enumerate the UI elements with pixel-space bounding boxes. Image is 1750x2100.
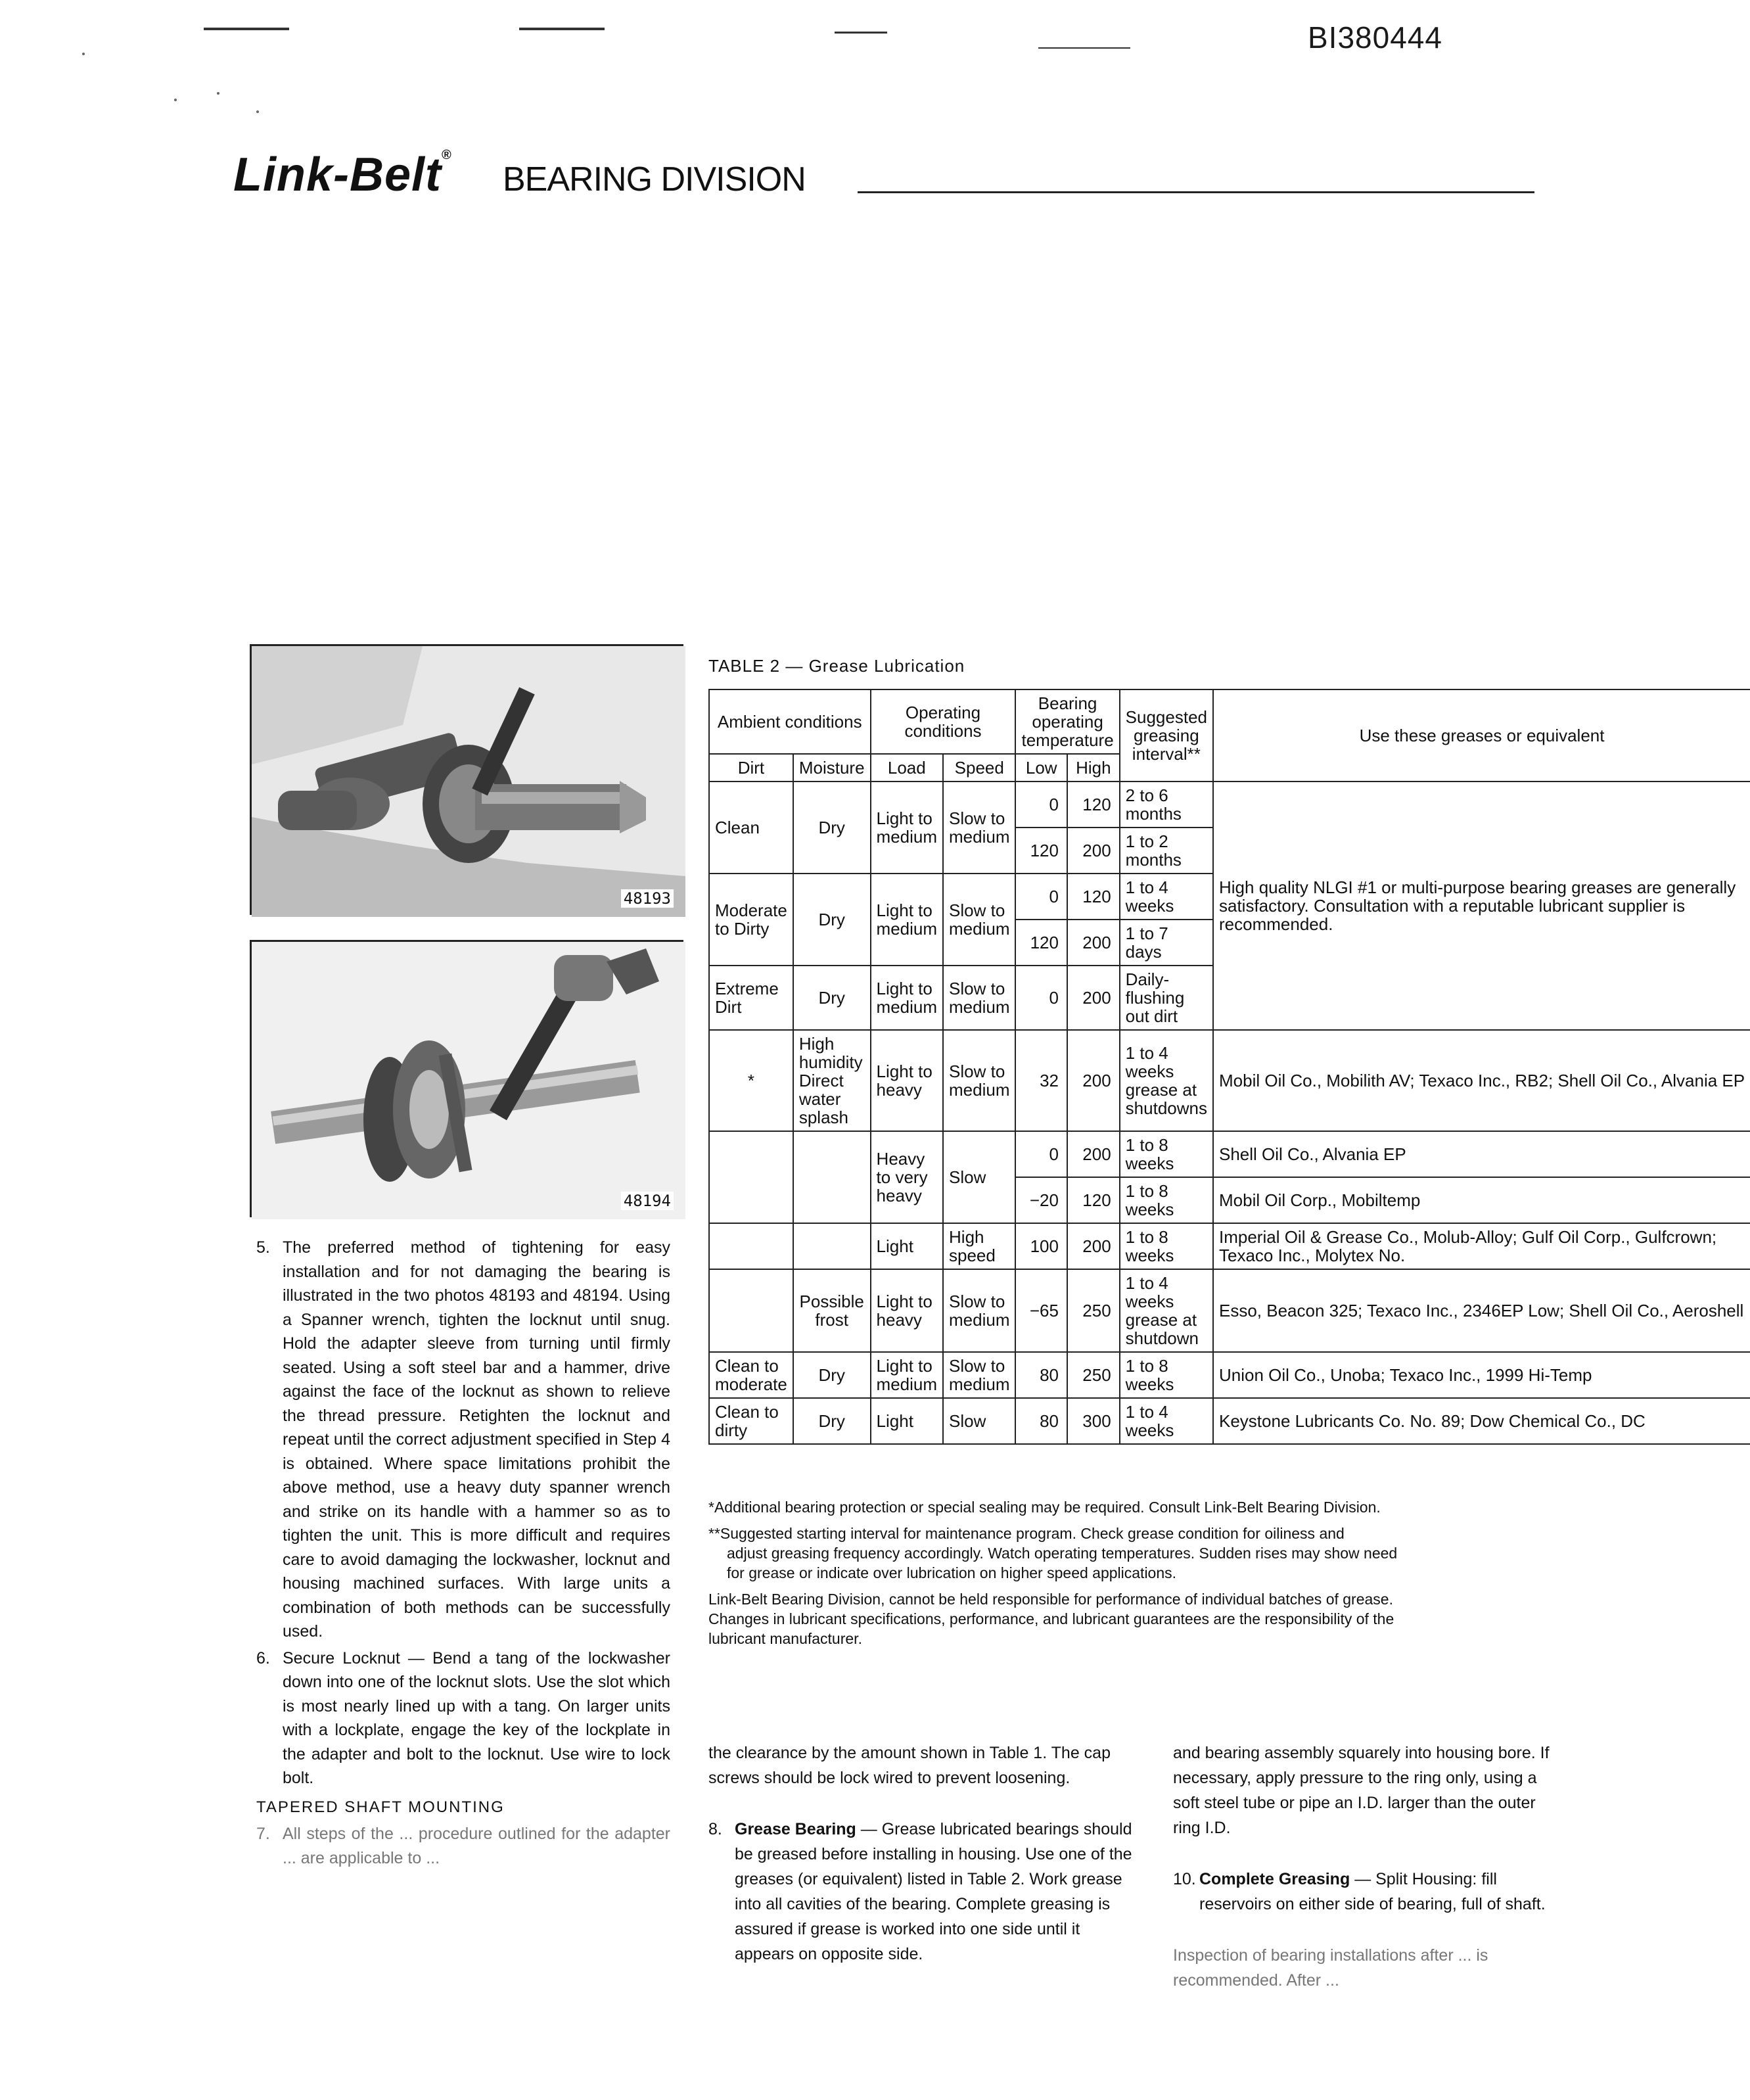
footnote-double-star: **Suggested starting interval for maintenance program. Check grease condition for oiliness and	[708, 1525, 1345, 1542]
table-footnotes	[708, 1497, 1556, 1655]
cell-dirt: Clean to moderate	[709, 1352, 793, 1398]
left-text-column	[256, 1236, 670, 1873]
header-ambient: Ambient conditions	[709, 689, 871, 754]
scan-speck	[82, 53, 85, 55]
cell-interval: 1 to 4 weeks grease at shutdowns	[1120, 1030, 1213, 1131]
cell-interval: 1 to 8 weeks	[1120, 1352, 1213, 1398]
cell-interval: 1 to 4 weeks grease at shutdown	[1120, 1269, 1213, 1352]
cell-low: 0	[1015, 966, 1067, 1030]
cell-use: Mobil Oil Corp., Mobiltemp	[1213, 1177, 1750, 1223]
step-10-title: Complete Greasing	[1199, 1870, 1350, 1888]
photo-hammer-bar	[250, 940, 683, 1217]
cell-moisture	[793, 1131, 871, 1223]
cell-dirt: Clean	[709, 782, 793, 874]
table-row	[709, 1131, 1750, 1177]
cell-speed: Slow to medium	[943, 1269, 1015, 1352]
cell-high: 200	[1067, 920, 1120, 966]
step-number: 6.	[256, 1648, 270, 1668]
step-6	[256, 1646, 670, 1790]
step-8-text: — Grease lubricated bearings should be greased before installing in housing. Use one of the greases (or equivalent) listed in Table 2. Work grease into all cavities of the bearing. Complete greasing is assured if grease is worked into one side until it appears on opposite side.	[735, 1820, 1132, 1963]
step-8-title: Grease Bearing	[735, 1820, 856, 1838]
cell-dirt: Moderate to Dirty	[709, 874, 793, 966]
cell-dirt: *	[709, 1030, 793, 1131]
header-moisture: Moisture	[793, 754, 871, 782]
cell-interval: 1 to 8 weeks	[1120, 1177, 1213, 1223]
cell-load: Light	[871, 1223, 943, 1269]
cell-moisture: Dry	[793, 1398, 871, 1444]
cell-high: 300	[1067, 1398, 1120, 1444]
scan-speck	[256, 110, 259, 113]
cell-high: 200	[1067, 1223, 1120, 1269]
cell-high: 120	[1067, 1177, 1120, 1223]
cell-high: 250	[1067, 1352, 1120, 1398]
cell-interval: 1 to 4 weeks	[1120, 874, 1213, 920]
cell-use: Esso, Beacon 325; Texaco Inc., 2346EP Low; Shell Oil Co., Aeroshell	[1213, 1269, 1750, 1352]
table-row	[709, 1223, 1750, 1269]
footnote-double-star: for grease or indicate over lubrication on higher speed applications.	[727, 1564, 1177, 1581]
cell-use: Union Oil Co., Unoba; Texaco Inc., 1999 Hi-Temp	[1213, 1352, 1750, 1398]
cell-interval: 1 to 7 days	[1120, 920, 1213, 966]
cell-low: 80	[1015, 1352, 1067, 1398]
cell-low: −65	[1015, 1269, 1067, 1352]
step-number: 7.	[256, 1825, 270, 1843]
header-high: High	[1067, 754, 1120, 782]
scan-mark	[519, 28, 605, 30]
cell-load: Light to medium	[871, 782, 943, 874]
document-id: BI380444	[1308, 20, 1442, 55]
cell-load: Light	[871, 1398, 943, 1444]
cell-moisture: High humidity Direct water splash	[793, 1030, 871, 1131]
middle-text-column	[708, 1740, 1142, 1993]
section-heading: TAPERED SHAFT MOUNTING	[256, 1798, 505, 1816]
cell-low: 120	[1015, 920, 1067, 966]
step-5-text: The preferred method of tightening for easy installation and for not damaging the bearing is illustrated in the two photos 48193 and 48194. Using a Spanner wrench, tighten the locknut until snug. Hold the adapter sleeve from turning until firmly seated. Using a soft steel bar and a hammer, drive against the face of the locknut as shown to relieve the thread pressure. Retighten the locknut and repeat until the correct adjustment specified in Step 4 is obtained. Where space limitations prohibit the above method, use a heavy duty spanner wrench and strike on its handle with a hammer so as to tighten the unit. This is more difficult and requires care to avoid damaging the lockwasher, locknut and housing machined surfaces. With large units a combination of both methods can be successfully used.	[283, 1238, 670, 1641]
photo-spanner-wrench	[250, 644, 683, 915]
cell-high: 200	[1067, 966, 1120, 1030]
cell-use: Imperial Oil & Grease Co., Molub-Alloy; Gulf Oil Corp., Gulfcrown; Texaco Inc., Molytex No.	[1213, 1223, 1750, 1269]
photo-illustration-1	[252, 646, 685, 917]
cell-interval: Daily-flushing out dirt	[1120, 966, 1213, 1030]
disclaimer: Changes in lubricant specifications, performance, and lubricant guarantees are the responsibility of the	[708, 1610, 1394, 1627]
cell-high: 120	[1067, 782, 1120, 828]
table-row	[709, 1030, 1750, 1131]
cell-speed: High speed	[943, 1223, 1015, 1269]
grease-lubrication-table	[708, 689, 1750, 1445]
header-rule	[858, 191, 1534, 193]
continued-paragraph: the clearance by the amount shown in Table 1. The cap screws should be lock wired to prevent loosening.	[708, 1744, 1111, 1787]
cell-moisture: Dry	[793, 1352, 871, 1398]
cell-moisture: Dry	[793, 782, 871, 874]
step-5	[256, 1236, 670, 1644]
scan-mark	[204, 28, 289, 30]
table-row	[709, 1269, 1750, 1352]
division-title: BEARING DIVISION	[503, 160, 806, 198]
cell-low: 120	[1015, 828, 1067, 874]
cell-low: 80	[1015, 1398, 1067, 1444]
cell-speed: Slow to medium	[943, 782, 1015, 874]
scan-speck	[174, 99, 177, 101]
cell-low: 100	[1015, 1223, 1067, 1269]
cell-speed: Slow to medium	[943, 1030, 1015, 1131]
step-number: 8.	[708, 1820, 722, 1838]
cell-interval: 1 to 4 weeks	[1120, 1398, 1213, 1444]
table-header-row	[709, 689, 1750, 754]
cell-speed: Slow to medium	[943, 966, 1015, 1030]
header-load: Load	[871, 754, 943, 782]
cell-interval: 1 to 8 weeks	[1120, 1223, 1213, 1269]
scan-speck	[217, 92, 219, 95]
cell-use: Keystone Lubricants Co. No. 89; Dow Chemical Co., DC	[1213, 1398, 1750, 1444]
cell-low: 32	[1015, 1030, 1067, 1131]
cell-high: 200	[1067, 1131, 1120, 1177]
header-use: Use these greases or equivalent	[1213, 689, 1750, 782]
cell-load: Light to medium	[871, 966, 943, 1030]
table-row	[709, 1398, 1750, 1444]
cell-speed: Slow	[943, 1131, 1015, 1223]
cell-load: Light to heavy	[871, 1030, 943, 1131]
cell-interval: 1 to 8 weeks	[1120, 1131, 1213, 1177]
cell-load: Light to heavy	[871, 1269, 943, 1352]
cell-use-general: High quality NLGI #1 or multi-purpose bearing greases are generally satisfactory. Consultation with a reputable lubricant supplier is recommended.	[1213, 782, 1750, 1030]
cell-low: 0	[1015, 782, 1067, 828]
step-number: 5.	[256, 1238, 270, 1257]
cell-interval: 1 to 2 months	[1120, 828, 1213, 874]
inspection-paragraph: Inspection of bearing installations after ... is recommended. After ...	[1173, 1946, 1488, 1990]
photo-number: 48194	[621, 1192, 674, 1210]
cell-load: Light to medium	[871, 1352, 943, 1398]
photo-number: 48193	[621, 889, 674, 908]
footnote-double-star: adjust greasing frequency accordingly. Watch operating temperatures. Sudden rises may show need	[727, 1545, 1398, 1562]
cell-moisture	[793, 1223, 871, 1269]
header-operating: Operating conditions	[871, 689, 1016, 754]
registered-mark: ®	[442, 148, 452, 162]
cell-high: 120	[1067, 874, 1120, 920]
cell-low: 0	[1015, 874, 1067, 920]
cell-dirt: Clean to dirty	[709, 1398, 793, 1444]
photo-illustration-2	[252, 942, 685, 1219]
cell-interval: 2 to 6 months	[1120, 782, 1213, 828]
step-7	[256, 1822, 670, 1870]
cell-load: Light to medium	[871, 874, 943, 966]
brand-name: Link-Belt	[233, 149, 442, 201]
step-number: 10.	[1173, 1870, 1196, 1888]
cell-dirt	[709, 1131, 793, 1223]
cell-speed: Slow	[943, 1398, 1015, 1444]
cell-moisture: Dry	[793, 874, 871, 966]
cell-moisture: Possible frost	[793, 1269, 871, 1352]
right-text-column	[1173, 1740, 1567, 2019]
scan-mark	[835, 32, 887, 34]
cell-speed: Slow to medium	[943, 874, 1015, 966]
cell-use: Mobil Oil Co., Mobilith AV; Texaco Inc., RB2; Shell Oil Co., Alvania EP	[1213, 1030, 1750, 1131]
table-row	[709, 1352, 1750, 1398]
cell-high: 200	[1067, 1030, 1120, 1131]
table-row	[709, 782, 1750, 828]
header-interval: Suggested greasing interval**	[1120, 689, 1213, 782]
cell-dirt	[709, 1269, 793, 1352]
cell-load: Heavy to very heavy	[871, 1131, 943, 1223]
cell-high: 200	[1067, 828, 1120, 874]
table-title: TABLE 2 — Grease Lubrication	[708, 656, 965, 676]
cell-speed: Slow to medium	[943, 1352, 1015, 1398]
disclaimer: lubricant manufacturer.	[708, 1630, 862, 1647]
cell-dirt	[709, 1223, 793, 1269]
cell-moisture: Dry	[793, 966, 871, 1030]
cell-low: 0	[1015, 1131, 1067, 1177]
disclaimer: Link-Belt Bearing Division, cannot be held responsible for performance of individual batches of grease.	[708, 1591, 1393, 1608]
step-7-text: All steps of the ... procedure outlined for the adapter ... are applicable to ...	[283, 1825, 670, 1867]
step-10-text: — Split Housing: fill reservoirs on either side of bearing, full of shaft.	[1199, 1870, 1546, 1913]
cell-use: Shell Oil Co., Alvania EP	[1213, 1131, 1750, 1177]
continued-paragraph: and bearing assembly squarely into housing bore. If necessary, apply pressure to the ring only, using a soft steel tube or pipe an I.D. larger than the outer ring I.D.	[1173, 1744, 1550, 1837]
cell-dirt: Extreme Dirt	[709, 966, 793, 1030]
step-8	[708, 1817, 1142, 1967]
header-low: Low	[1015, 754, 1067, 782]
scan-mark	[1038, 47, 1130, 49]
step-6-text: Secure Locknut — Bend a tang of the lockwasher down into one of the locknut slots. Use the slot which is most nearly lined up with a tang. On larger units with a lockplate, engage the key of the lockplate in the adapter and bolt to the locknut. Use wire to lock bolt.	[283, 1648, 670, 1787]
header-temperature: Bearing operating temperature	[1015, 689, 1119, 754]
footnote-star: *Additional bearing protection or special sealing may be required. Consult Link-Belt Bearing Division.	[708, 1499, 1381, 1516]
header-speed: Speed	[943, 754, 1015, 782]
cell-high: 250	[1067, 1269, 1120, 1352]
page-header	[233, 148, 1548, 200]
brand-logo	[233, 148, 452, 202]
step-10	[1173, 1867, 1567, 1917]
cell-low: −20	[1015, 1177, 1067, 1223]
header-dirt: Dirt	[709, 754, 793, 782]
